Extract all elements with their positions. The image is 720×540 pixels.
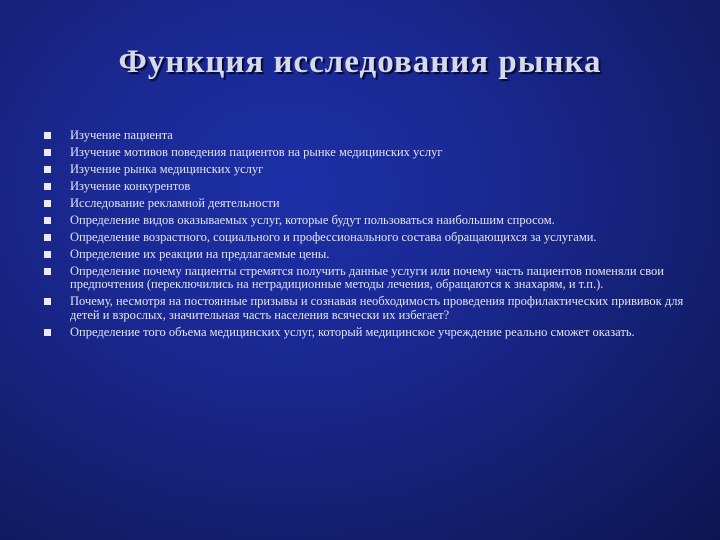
bullet-item — [44, 248, 684, 262]
square-bullet-icon — [44, 183, 51, 190]
square-bullet-icon — [44, 329, 51, 336]
square-bullet-icon — [44, 132, 51, 139]
bullet-item — [44, 295, 684, 322]
bullet-item — [44, 129, 684, 143]
square-bullet-icon — [44, 234, 51, 241]
bullet-item — [44, 180, 684, 194]
bullet-item — [44, 265, 684, 292]
bullet-text: Изучение мотивов поведения пациентов на рынке медицинских услуг — [70, 144, 443, 159]
square-bullet-icon — [44, 298, 51, 305]
bullet-text: Исследование рекламной деятельности — [70, 195, 280, 210]
square-bullet-icon — [44, 166, 51, 173]
square-bullet-icon — [44, 200, 51, 207]
bullet-item — [44, 146, 684, 160]
bullet-text: Определение их реакции на предлагаемые цены. — [70, 246, 330, 261]
bullet-item — [44, 326, 684, 340]
bullet-text: Определение того объема медицинских услуг, который медицинское учреждение реально сможет оказать. — [70, 325, 635, 340]
bullet-text: Почему, несмотря на постоянные призывы и сознавая необходимость проведения профилактических прививок для детей и взрослых, значительная часть населения всячески их избегает? — [70, 294, 684, 323]
bullet-item — [44, 197, 684, 211]
bullet-text: Определение возрастного, социального и профессионального состава обращающихся за услугами. — [70, 229, 597, 244]
square-bullet-icon — [44, 149, 51, 156]
bullet-text: Изучение рынка медицинских услуг — [70, 161, 264, 176]
bullet-text: Определение почему пациенты стремятся получить данные услуги или почему часть пациентов поменяли свои предпочтения (переключились на нетрадиционные методы лечения, обращаются к знахарям, и т.п.). — [70, 263, 664, 292]
bullet-item — [44, 163, 684, 177]
square-bullet-icon — [44, 217, 51, 224]
bullet-item — [44, 231, 684, 245]
bullet-text: Определение видов оказываемых услуг, которые будут пользоваться наибольшим спросом. — [70, 212, 555, 227]
slide-title: Функция исследования рынка — [118, 44, 602, 80]
square-bullet-icon — [44, 251, 51, 258]
square-bullet-icon — [44, 268, 51, 275]
bullet-item — [44, 214, 684, 228]
bullet-text: Изучение конкурентов — [70, 178, 191, 193]
bullet-text: Изучение пациента — [70, 128, 173, 142]
bullet-list — [44, 129, 684, 343]
